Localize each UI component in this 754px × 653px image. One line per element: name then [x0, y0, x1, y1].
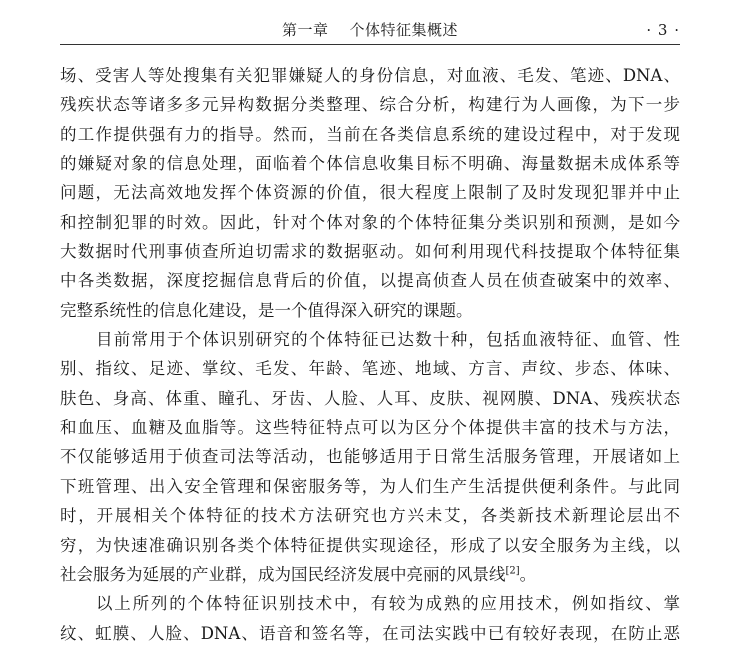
text-line: 完整系统性的信息化建设，是一个值得深入研究的课题。 — [60, 300, 473, 320]
paragraph — [60, 61, 680, 325]
text-line: 场、受害人等处搜集有关犯罪嫌疑人的身份信息，对血液、毛发、笔迹、DNA、 — [60, 66, 680, 85]
text-line: 的嫌疑对象的信息处理，面临着个体信息收集目标不明确、海量数据未成体系等 — [60, 154, 680, 174]
text-line: 大数据时代刑事侦查所迫切需求的数据驱动。如何利用现代科技提取个体特征集 — [60, 242, 680, 262]
text-line: 和血压、血糖及血脂等。这些特征特点可以为区分个体提供丰富的技术与方法， — [60, 418, 680, 438]
text-line: 穷，为快速准确识别各类个体特征提供实现途径，形成了以安全服务为主线，以 — [60, 535, 680, 555]
text-line: 下班管理、出入安全管理和保密服务等，为人们生产生活提供便利条件。与此同 — [60, 476, 680, 496]
text-line: 和控制犯罪的时效。因此，针对个体对象的个体特征集分类识别和预测，是如今 — [60, 212, 680, 232]
header-divider — [60, 44, 680, 45]
text-line: 问题，无法高效地发挥个体资源的价值，很大程度上限制了及时发现犯罪并中止 — [60, 183, 680, 203]
text-line: 不仅能够适用于侦查司法等活动，也能够适用于日常生活服务管理，开展诸如上 — [60, 447, 680, 467]
text-line: 社会服务为延展的产业群，成为国民经济发展中亮丽的风景线 — [60, 564, 506, 584]
text-line: 的工作提供强有力的指导。然而，当前在各类信息系统的建设过程中，对于发现 — [60, 124, 680, 144]
text-line: 中各类数据，深度挖掘信息背后的价值，以提高侦查人员在侦查破案中的效率、 — [60, 271, 680, 291]
paragraph — [60, 325, 680, 589]
text-line: 以上所列的个体特征识别技术中，有较为成熟的应用技术，例如指纹、掌 — [96, 594, 680, 614]
running-header — [60, 18, 680, 42]
text-line: 别、指纹、足迹、掌纹、毛发、年龄、笔迹、地域、方言、声纹、步态、体味、 — [60, 359, 680, 379]
text-line: 目前常用于个体识别研究的个体特征已达数十种，包括血液特征、血管、性 — [96, 330, 680, 350]
text-line: 残疾状态等诸多多元异构数据分类整理、综合分析，构建行为人画像，为下一步 — [60, 95, 680, 115]
running-header-title — [60, 18, 680, 42]
body-text — [60, 61, 680, 648]
chapter-title: 个体特征集概述 — [349, 21, 459, 39]
text-line: 肤色、身高、体重、瞳孔、牙齿、人脸、人耳、皮肤、视网膜、DNA、残疾状态 — [60, 388, 680, 408]
chapter-label: 第一章 — [281, 21, 329, 39]
end-punctuation: 。 — [519, 564, 537, 584]
header-spacer — [328, 21, 349, 39]
paragraph — [60, 589, 680, 648]
citation-reference: [2] — [505, 565, 520, 577]
text-line: 时，开展相关个体特征的技术方法研究也方兴未艾，各类新技术新理论层出不 — [60, 506, 680, 526]
text-line-with-citation — [60, 560, 680, 589]
page-number: · 3 · — [646, 21, 680, 39]
text-line: 纹、虹膜、人脸、DNA、语音和签名等，在司法实践中已有较好表现，在防止恶 — [60, 623, 680, 643]
